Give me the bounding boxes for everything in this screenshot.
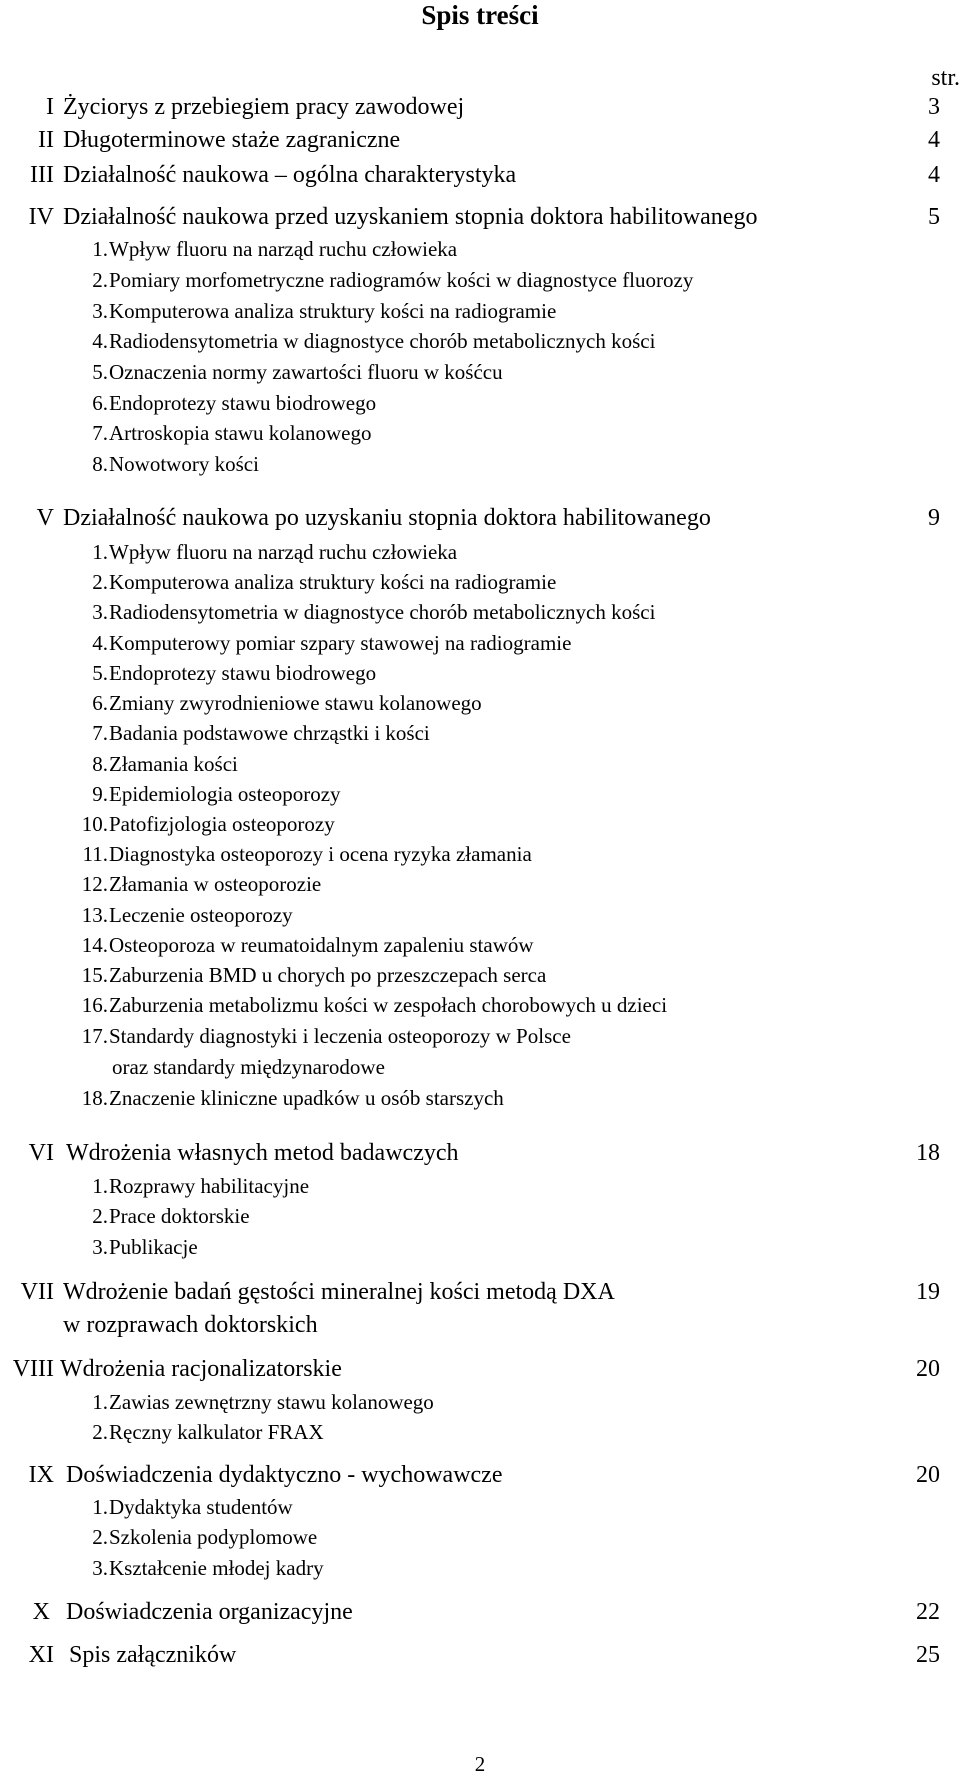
item-number: 12.: [81, 872, 108, 896]
item-number: 13.: [81, 903, 108, 927]
section-page: 20: [916, 1462, 940, 1488]
page-title: Spis treści: [421, 0, 539, 30]
item-title: Znaczenie kliniczne upadków u osób starszych: [109, 1086, 504, 1110]
item-title: Wpływ fluoru na narząd ruchu człowieka: [109, 540, 458, 564]
item-number: 17.: [81, 1024, 108, 1048]
item-title: Diagnostyka osteoporozy i ocena ryzyka złamania: [109, 842, 532, 866]
section-roman: VII: [20, 1279, 54, 1305]
item-number: 4.: [92, 329, 108, 353]
section-title: Doświadczenia dydaktyczno - wychowawcze: [66, 1462, 503, 1488]
item-title: Złamania w osteoporozie: [109, 872, 322, 896]
item-title: Prace doktorskie: [109, 1204, 250, 1228]
section-page: 4: [928, 127, 940, 153]
item-title: Kształcenie młodej kadry: [109, 1556, 324, 1580]
section-roman: II: [38, 127, 54, 153]
item-number: 5.: [92, 360, 108, 384]
section-title: Działalność naukowa – ogólna charakterystyka: [63, 162, 517, 188]
item-title: Patofizjologia osteoporozy: [109, 812, 335, 836]
item-title: Zawias zewnętrzny stawu kolanowego: [109, 1390, 434, 1414]
section-title: Wdrożenia własnych metod badawczych: [66, 1140, 459, 1166]
item-title: Zmiany zwyrodnieniowe stawu kolanowego: [109, 691, 482, 715]
item-title: Endoprotezy stawu biodrowego: [109, 391, 377, 415]
item-title: Badania podstawowe chrząstki i kości: [109, 721, 430, 745]
item-title: Komputerowa analiza struktury kości na radiogramie: [109, 299, 557, 323]
section-page: 22: [916, 1599, 940, 1625]
item-title: Wpływ fluoru na narząd ruchu człowieka: [109, 237, 458, 261]
section-page: 4: [928, 162, 940, 188]
item-number: 11.: [82, 842, 108, 866]
item-title: oraz standardy międzynarodowe: [112, 1055, 385, 1079]
section-title: Działalność naukowa przed uzyskaniem stopnia doktora habilitowanego: [63, 204, 758, 230]
section-page: 18: [916, 1140, 940, 1166]
section-title-continuation: w rozprawach doktorskich: [63, 1312, 318, 1338]
item-number: 2.: [92, 268, 108, 292]
item-title: Zaburzenia metabolizmu kości w zespołach chorobowych u dzieci: [109, 993, 668, 1017]
item-number: 3.: [92, 1556, 108, 1580]
section-page: 5: [928, 204, 940, 230]
item-title: Zaburzenia BMD u chorych po przeszczepach serca: [109, 963, 547, 987]
item-title: Publikacje: [109, 1235, 198, 1259]
section-page: 9: [928, 505, 940, 531]
item-number: 2.: [92, 1420, 108, 1444]
item-title: Standardy diagnostyki i leczenia osteoporozy w Polsce: [109, 1024, 571, 1048]
section-title: Wdrożenia racjonalizatorskie: [60, 1356, 342, 1382]
section-roman: IV: [28, 204, 54, 230]
item-title: Radiodensytometria w diagnostyce chorób metabolicznych kości: [109, 600, 656, 624]
section-roman: VIII: [12, 1356, 54, 1382]
item-number: 8.: [92, 452, 108, 476]
item-number: 1.: [92, 540, 108, 564]
section-roman: IX: [28, 1462, 54, 1488]
item-number: 1.: [92, 237, 108, 261]
section-roman: XI: [28, 1642, 54, 1668]
section-title: Działalność naukowa po uzyskaniu stopnia doktora habilitowanego: [63, 505, 711, 531]
item-title: Oznaczenia normy zawartości fluoru w kośćcu: [109, 360, 503, 384]
section-page: 19: [916, 1279, 940, 1305]
item-number: 14.: [81, 933, 108, 957]
item-number: 10.: [81, 812, 108, 836]
section-roman: I: [46, 94, 54, 120]
item-title: Komputerowy pomiar szpary stawowej na radiogramie: [109, 631, 572, 655]
item-number: 1.: [92, 1495, 108, 1519]
item-title: Rozprawy habilitacyjne: [109, 1174, 310, 1198]
item-number: 9.: [92, 782, 108, 806]
section-roman: X: [32, 1599, 50, 1625]
item-title: Epidemiologia osteoporozy: [109, 782, 341, 806]
item-number: 3.: [92, 1235, 108, 1259]
item-title: Nowotwory kości: [109, 452, 259, 476]
section-page: 20: [916, 1356, 940, 1382]
item-title: Złamania kości: [109, 752, 238, 776]
item-number: 3.: [92, 299, 108, 323]
item-title: Dydaktyka studentów: [109, 1495, 293, 1519]
section-roman: III: [30, 162, 54, 188]
item-number: 5.: [92, 661, 108, 685]
item-title: Osteoporoza w reumatoidalnym zapaleniu stawów: [109, 933, 534, 957]
item-number: 1.: [92, 1390, 108, 1414]
item-number: 18.: [81, 1086, 108, 1110]
item-title: Radiodensytometria w diagnostyce chorób metabolicznych kości: [109, 329, 656, 353]
item-number: 2.: [92, 570, 108, 594]
section-title: Wdrożenie badań gęstości mineralnej kości metodą DXA: [63, 1279, 615, 1305]
item-number: 1.: [92, 1174, 108, 1198]
section-title: Życiorys z przebiegiem pracy zawodowej: [63, 94, 465, 120]
page-number: 2: [474, 1752, 486, 1776]
item-number: 6.: [92, 691, 108, 715]
item-number: 4.: [92, 631, 108, 655]
section-roman: V: [36, 505, 54, 531]
section-page: 25: [916, 1642, 940, 1668]
item-number: 7.: [92, 721, 108, 745]
item-number: 8.: [92, 752, 108, 776]
section-title: Spis załączników: [69, 1642, 237, 1668]
section-roman: VI: [28, 1140, 54, 1166]
item-number: 15.: [81, 963, 108, 987]
section-title: Długoterminowe staże zagraniczne: [63, 127, 401, 153]
section-page: 3: [928, 94, 940, 120]
item-title: Ręczny kalkulator FRAX: [109, 1420, 324, 1444]
item-title: Artroskopia stawu kolanowego: [109, 421, 372, 445]
item-number: 2.: [92, 1525, 108, 1549]
item-title: Komputerowa analiza struktury kości na radiogramie: [109, 570, 557, 594]
section-title: Doświadczenia organizacyjne: [66, 1599, 353, 1625]
item-title: Leczenie osteoporozy: [109, 903, 293, 927]
item-number: 7.: [92, 421, 108, 445]
item-number: 3.: [92, 600, 108, 624]
item-number: 16.: [81, 993, 108, 1017]
item-number: 6.: [92, 391, 108, 415]
item-title: Szkolenia podyplomowe: [109, 1525, 318, 1549]
page-column-label: str.: [931, 65, 960, 91]
item-number: 2.: [92, 1204, 108, 1228]
item-title: Pomiary morfometryczne radiogramów kości w diagnostyce fluorozy: [109, 268, 694, 292]
item-title: Endoprotezy stawu biodrowego: [109, 661, 377, 685]
